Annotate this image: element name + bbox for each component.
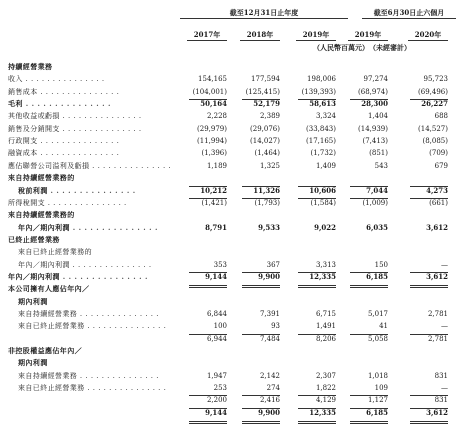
- table-row: [0, 334, 468, 344]
- row-label: 年內／期內利潤 . . .: [8, 272, 148, 282]
- row-value: (1,464): [254, 149, 280, 158]
- row-value: 198,006: [307, 75, 336, 84]
- row-value: 12,335: [309, 407, 336, 417]
- row-value: 6,185: [366, 407, 388, 417]
- row-value: 7,484: [259, 334, 280, 343]
- header-year: 2017年: [187, 30, 227, 41]
- header-year: 2019年: [296, 30, 336, 41]
- underline: [350, 186, 388, 187]
- row-value: —: [441, 322, 448, 331]
- table-row: [0, 358, 468, 368]
- row-value: (11,994): [197, 137, 227, 146]
- row-label: 來自持續經營業務的: [8, 210, 75, 220]
- row-label: 毛利 . . .: [8, 99, 111, 109]
- header-group-six-month: 截至6月30日止六個月: [362, 8, 456, 19]
- table-row: [0, 210, 468, 220]
- row-value: 93: [271, 322, 280, 331]
- row-value: 9,533: [258, 222, 280, 232]
- row-value: 543: [374, 161, 388, 170]
- row-value: 154,165: [198, 75, 227, 84]
- row-value: (33,843): [306, 124, 336, 133]
- table-row: [0, 173, 468, 183]
- table-row: [0, 136, 468, 146]
- row-value: 274: [266, 384, 280, 393]
- double-underline: [410, 421, 448, 424]
- underline: [189, 272, 227, 273]
- row-label: 來自已終止經營業務的: [18, 248, 92, 257]
- row-value: 2,228: [206, 112, 227, 121]
- table-row: [0, 99, 468, 109]
- row-value: 12,335: [309, 271, 336, 281]
- row-label: 已終止經營業務: [8, 234, 60, 244]
- row-label: 銷售成本 . . .: [8, 87, 119, 97]
- row-value: (1,793): [254, 198, 280, 207]
- underline: [242, 395, 280, 396]
- row-value: (104,001): [192, 87, 227, 96]
- row-value: —: [441, 260, 448, 269]
- row-label: 應佔聯營公司溢利及虧損 . . .: [8, 161, 171, 171]
- row-label: 來自已終止經營業務 . . .: [18, 321, 166, 331]
- row-label: 所得稅開支 . . .: [8, 198, 127, 208]
- row-value: 3,324: [315, 112, 336, 121]
- row-value: 9,144: [205, 271, 227, 281]
- double-underline: [298, 421, 336, 424]
- row-value: 11,326: [253, 185, 280, 195]
- row-value: 688: [434, 112, 448, 121]
- row-value: 2,781: [427, 310, 448, 318]
- row-value: 8,206: [315, 334, 336, 343]
- underline: [298, 272, 336, 273]
- table-row: [0, 198, 468, 208]
- underline: [350, 272, 388, 273]
- row-value: (709): [429, 149, 448, 158]
- row-value: 6,715: [315, 310, 336, 318]
- row-value: 9,022: [314, 222, 336, 232]
- row-value: 253: [213, 384, 227, 393]
- underline: [410, 272, 448, 273]
- underline: [189, 198, 227, 199]
- row-value: 3,313: [315, 260, 336, 269]
- row-value: 831: [434, 371, 448, 380]
- underline: [350, 334, 388, 335]
- table-row: [0, 346, 468, 356]
- underline: [410, 334, 448, 335]
- table-row: [0, 74, 468, 84]
- row-value: (851): [369, 149, 388, 158]
- underline: [298, 395, 336, 396]
- underline: [189, 395, 227, 396]
- row-value: 109: [374, 384, 388, 393]
- row-value: (1,584): [310, 198, 336, 207]
- underline: [242, 198, 280, 199]
- row-value: 9,144: [205, 407, 227, 417]
- unaudited-note: （未經審計）: [369, 43, 411, 52]
- underline: [189, 408, 227, 409]
- table-row: [0, 383, 468, 393]
- row-value: (8,085): [422, 137, 448, 146]
- row-value: 1,189: [206, 161, 227, 170]
- row-value: 2,781: [427, 334, 448, 343]
- row-label: 來自持續經營業務 . . .: [18, 371, 159, 381]
- double-underline: [298, 285, 336, 288]
- table-row: [0, 395, 468, 405]
- underline: [242, 99, 280, 100]
- row-value: 177,594: [251, 75, 280, 84]
- row-value: 2,416: [259, 396, 280, 405]
- row-label: 稅前利潤 . . .: [18, 186, 136, 196]
- table-row: [0, 62, 468, 72]
- row-label: 來自已終止經營業務 . . .: [18, 383, 166, 393]
- row-value: 1,325: [259, 161, 280, 170]
- row-value: 1,404: [367, 112, 388, 121]
- table-row: [0, 111, 468, 121]
- header-year: 2020年: [408, 30, 448, 41]
- table-row: [0, 148, 468, 158]
- row-value: 52,179: [253, 99, 280, 109]
- row-value: 10,606: [309, 185, 336, 195]
- row-value: (69,496): [418, 87, 448, 96]
- row-value: 50,164: [200, 99, 227, 109]
- row-value: 9,900: [258, 407, 280, 417]
- underline: [189, 186, 227, 187]
- underline: [298, 334, 336, 335]
- row-value: 3,612: [426, 222, 448, 232]
- row-label: 持續經營業務: [8, 62, 53, 71]
- row-value: 26,227: [421, 99, 448, 109]
- row-value: (1,421): [201, 198, 227, 207]
- row-value: —: [441, 384, 448, 393]
- row-value: 2,307: [315, 371, 336, 380]
- underline: [189, 334, 227, 335]
- underline: [242, 186, 280, 187]
- row-value: 4,129: [315, 396, 336, 405]
- underline: [189, 99, 227, 100]
- header-year: 2019年: [348, 30, 388, 41]
- underline: [242, 334, 280, 335]
- table-row: [0, 408, 468, 418]
- table-row: [0, 309, 468, 319]
- row-label: 收入 . . .: [8, 74, 105, 84]
- table-row: [0, 235, 468, 245]
- row-value: 1,018: [367, 371, 388, 380]
- double-underline: [350, 421, 388, 424]
- double-underline: [410, 285, 448, 288]
- row-value: 1,409: [315, 161, 336, 170]
- row-value: 5,058: [367, 334, 388, 343]
- row-value: 2,389: [259, 112, 280, 121]
- row-value: 7,044: [366, 185, 388, 195]
- table-row: [0, 272, 468, 282]
- row-value: 3,612: [426, 271, 448, 281]
- double-underline: [350, 285, 388, 288]
- row-label: 融資成本 . . .: [8, 148, 119, 158]
- row-value: 95,723: [423, 75, 448, 84]
- underline: [298, 198, 336, 199]
- row-value: (17,165): [306, 137, 336, 146]
- row-value: 367: [266, 260, 280, 269]
- row-value: (7,413): [362, 137, 388, 146]
- row-label: 銷售及分銷開支 . . .: [8, 124, 142, 134]
- row-label: 年內／期內利潤 . . .: [18, 223, 158, 233]
- row-value: 5,017: [367, 310, 388, 318]
- row-value: 1,947: [206, 371, 227, 380]
- underline: [350, 198, 388, 199]
- underline: [242, 408, 280, 409]
- table-row: [0, 284, 468, 294]
- currency-note: （人民幣百萬元）: [313, 43, 369, 52]
- row-value: 679: [434, 161, 448, 170]
- row-label: 來自持續經營業務 . . .: [18, 309, 159, 319]
- row-value: 831: [434, 396, 448, 405]
- row-value: 1,822: [315, 384, 336, 393]
- underline: [350, 395, 388, 396]
- double-underline: [189, 421, 227, 424]
- double-underline: [242, 421, 280, 424]
- row-value: 4,273: [426, 185, 448, 195]
- row-value: (14,939): [358, 124, 388, 133]
- row-label: 期內利潤: [18, 358, 48, 368]
- row-value: 28,300: [361, 99, 388, 109]
- table-row: [0, 124, 468, 134]
- header-year: 2018年: [240, 30, 280, 41]
- table-row: [0, 161, 468, 171]
- row-value: 2,142: [259, 371, 280, 380]
- double-underline: [242, 285, 280, 288]
- row-value: 97,274: [363, 75, 388, 84]
- row-value: 6,844: [206, 310, 227, 318]
- row-value: 1,127: [367, 396, 388, 405]
- row-value: 41: [379, 322, 388, 331]
- table-row: [0, 371, 468, 381]
- table-row: [0, 247, 468, 257]
- row-value: (1,732): [310, 149, 336, 158]
- row-value: 2,200: [206, 396, 227, 405]
- underline: [410, 198, 448, 199]
- row-value: 58,613: [309, 99, 336, 109]
- row-value: (1,396): [201, 149, 227, 158]
- row-value: 10,212: [200, 185, 227, 195]
- underline: [298, 408, 336, 409]
- row-value: 6,035: [366, 222, 388, 232]
- row-value: (29,979): [197, 124, 227, 133]
- row-label: 其他收益或虧損 . . .: [8, 111, 142, 121]
- row-label: 年內／期內利潤 . . .: [18, 260, 152, 270]
- underline: [410, 186, 448, 187]
- row-value: (1,009): [362, 198, 388, 207]
- row-value: 1,491: [315, 322, 336, 331]
- row-value: (14,027): [250, 137, 280, 146]
- header-group-year-end: 截至12月31日止年度: [180, 8, 348, 19]
- table-row: [0, 87, 468, 97]
- row-value: (125,415): [245, 87, 280, 96]
- row-value: (29,076): [250, 124, 280, 133]
- row-value: (661): [429, 198, 448, 207]
- row-value: (139,393): [301, 87, 336, 96]
- row-label: 行政開支 . . .: [8, 136, 119, 146]
- row-label: 非控股權益應佔年內／: [8, 346, 82, 356]
- underline: [410, 408, 448, 409]
- row-value: 353: [213, 260, 227, 269]
- row-value: 150: [374, 260, 388, 269]
- row-value: 9,900: [258, 271, 280, 281]
- row-value: 100: [213, 322, 227, 331]
- table-row: [0, 321, 468, 331]
- table-row: [0, 297, 468, 307]
- underline: [298, 99, 336, 100]
- underline: [350, 408, 388, 409]
- underline: [350, 99, 388, 100]
- row-label: 來自持續經營業務的: [8, 173, 75, 183]
- row-label: 期內利潤: [18, 296, 48, 306]
- underline: [298, 186, 336, 187]
- row-value: 6,944: [206, 334, 227, 343]
- row-value: 6,185: [366, 271, 388, 281]
- underline: [410, 99, 448, 100]
- row-value: 8,791: [205, 222, 227, 232]
- underline: [242, 272, 280, 273]
- table-row: [0, 186, 468, 196]
- double-underline: [189, 285, 227, 288]
- table-row: [0, 223, 468, 233]
- table-row: [0, 260, 468, 270]
- row-value: (14,527): [418, 124, 448, 133]
- underline: [410, 395, 448, 396]
- row-label: 本公司擁有人應佔年內／: [8, 284, 90, 294]
- row-value: 7,391: [259, 310, 280, 318]
- row-value: (68,974): [358, 87, 388, 96]
- row-value: 3,612: [426, 407, 448, 417]
